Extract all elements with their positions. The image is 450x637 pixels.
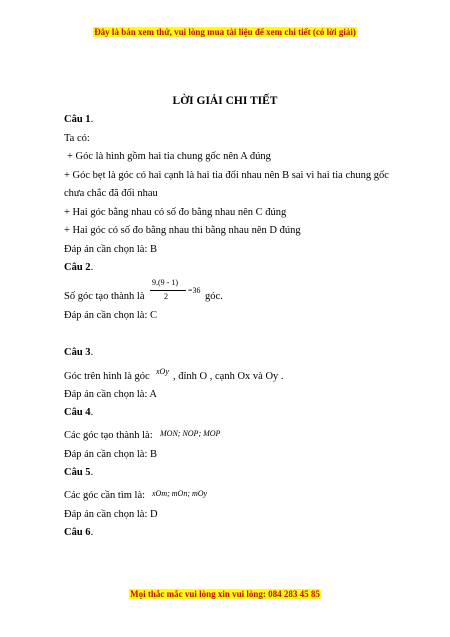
q5-text-before: Các góc cần tìm là: bbox=[64, 490, 146, 501]
q1-line-3: + Hai góc bằng nhau có số đo bằng nhau nên C đúng bbox=[64, 207, 287, 218]
q1-line-2a: + Góc bẹt là góc có hai cạnh là hai tia đối nhau nên B sai vì hai tia chung gốc bbox=[64, 170, 389, 181]
q2-fraction-result: =36 bbox=[188, 286, 201, 295]
contact-banner-text: Mọi thắc mắc vui lòng xin vui lòng: 084 283 45 85 bbox=[130, 589, 320, 599]
q2-fraction-numerator: 9.(9 - 1) bbox=[152, 278, 178, 287]
q1-answer: Đáp án cần chọn là: B bbox=[64, 244, 158, 255]
q5-angles: xOm; mOn; mOy bbox=[152, 489, 208, 498]
q3-text-after: , đỉnh O , cạnh Ox và Oy . bbox=[173, 371, 284, 382]
q4-answer: Đáp án cần chọn là: B bbox=[64, 449, 158, 460]
q2-text-before: Số góc tạo thành là bbox=[64, 291, 145, 302]
page-title: LỜI GIẢI CHI TIẾT bbox=[172, 95, 278, 107]
q4-heading: Câu 4. bbox=[64, 407, 94, 418]
q5-answer: Đáp án cần chọn là: D bbox=[64, 509, 158, 520]
q1-line-1: + Góc là hình gồm hai tia chung gốc nên A đúng bbox=[67, 151, 271, 162]
q2-fraction-denominator: 2 bbox=[164, 292, 168, 301]
q4-text-before: Các góc tạo thành là: bbox=[64, 430, 153, 441]
q3-heading: Câu 3. bbox=[64, 347, 94, 358]
q3-text-before: Góc trên hình là góc bbox=[64, 371, 150, 382]
q2-answer: Đáp án cần chọn là: C bbox=[64, 310, 158, 321]
q2-text-after: góc. bbox=[205, 291, 223, 302]
q1-line-2b: chưa chắc đã đối nhau bbox=[64, 188, 158, 199]
q1-line-4: + Hai góc có số đo bằng nhau thì bằng nhau nên D đúng bbox=[64, 225, 301, 236]
q1-heading: Câu 1. bbox=[64, 114, 94, 125]
q1-intro: Ta có: bbox=[64, 133, 90, 144]
contact-banner bbox=[0, 589, 450, 599]
q3-angle: xOy bbox=[156, 367, 169, 376]
q6-heading: Câu 6. bbox=[64, 527, 94, 538]
q2-fraction-bar bbox=[150, 290, 186, 291]
q2-heading: Câu 2. bbox=[64, 262, 94, 273]
q4-angles: MON; NOP; MOP bbox=[160, 429, 221, 438]
q5-heading: Câu 5. bbox=[64, 467, 94, 478]
preview-banner bbox=[0, 27, 450, 37]
q3-answer: Đáp án cần chọn là: A bbox=[64, 389, 158, 400]
preview-banner-text: Đây là bản xem thử, vui lòng mua tài liệu để xem chi tiết (có lời giải) bbox=[94, 27, 356, 37]
